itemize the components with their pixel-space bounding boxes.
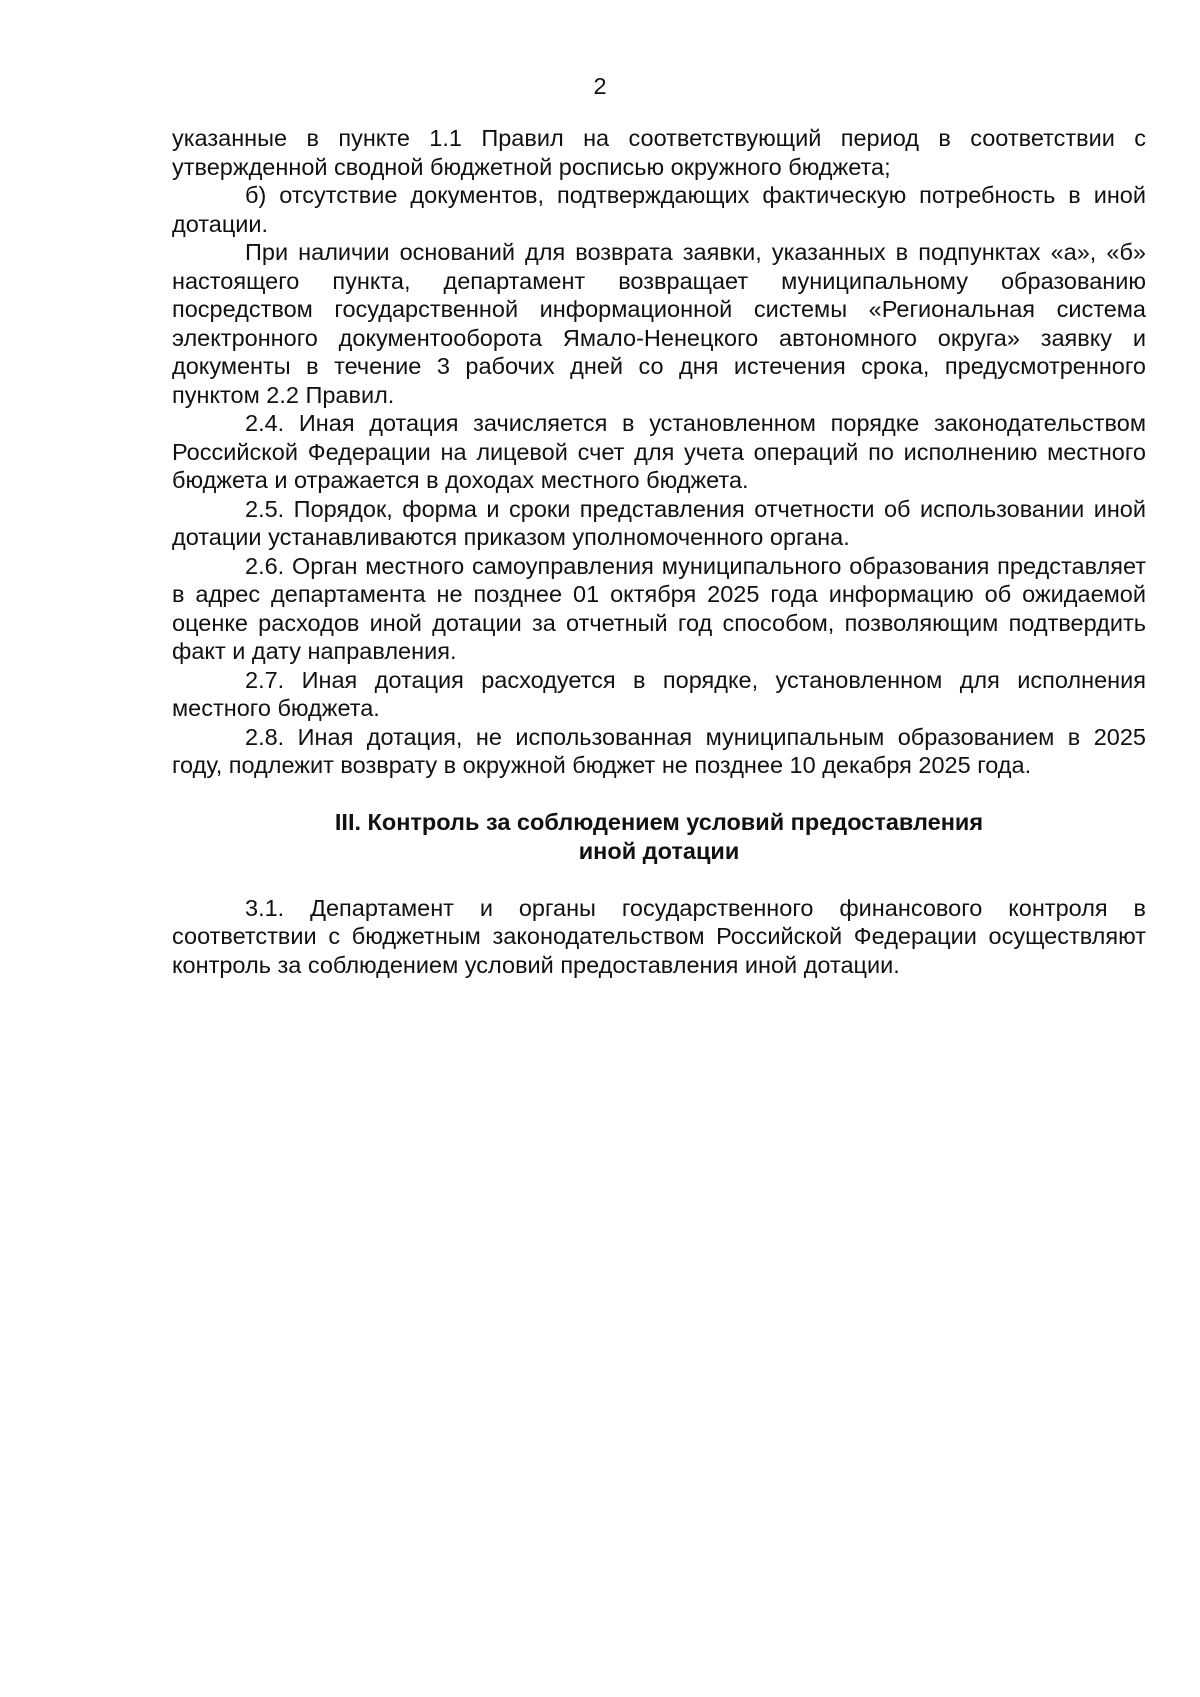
section-heading-line-2: иной дотации <box>578 837 740 864</box>
paragraph-2-5: 2.5. Порядок, форма и сроки представления отчетности об использовании иной дотации устанавливаются приказом уполномоченного органа. <box>172 495 1146 550</box>
document-body <box>172 124 1146 979</box>
paragraph-2-7: 2.7. Иная дотация расходуется в порядке, установленном для исполнения местного бюджета. <box>172 666 1146 721</box>
section-heading-line-1: III. Контроль за соблюдением условий предоставления <box>334 808 984 835</box>
paragraph-subitem-b: б) отсутствие документов, подтверждающих фактическую потребность в иной дотации. <box>172 182 1146 237</box>
paragraph-2-4: 2.4. Иная дотация зачисляется в установленном порядке законодательством Российской Федерации на лицевой счет для учета операций по исполнению местного бюджета и отражается в доходах местного бюджета. <box>172 410 1146 493</box>
section-heading <box>172 808 1146 866</box>
paragraph-3-1: 3.1. Департамент и органы государственного финансового контроля в соответствии с бюджетным законодательством Российской Федерации осуществляют контроль за соблюдением условий предоставления иной дотации. <box>172 894 1146 978</box>
paragraph-2-6: 2.6. Орган местного самоуправления муниципального образования представляет в адрес департамента не позднее 01 октября 2025 года информацию об ожидаемой оценке расходов иной дотации за отчетный год способом, позволяющим подтвердить факт и дату направления. <box>172 552 1146 664</box>
paragraph-return-grounds: При наличии оснований для возврата заявки, указанных в подпунктах «а», «б» настоящего пункта, департамент возвращает муниципальному образованию посредством государственной информационной системы «Региональная система электронного документооборота Ямало-Ненецкого автономного округа» заявку и документы в течение 3 рабочих дней со дня истечения срока, предусмотренного пунктом 2.2 Правил. <box>172 239 1146 408</box>
paragraph-continuation: указанные в пункте 1.1 Правил на соответствующий период в соответствии с утвержденной сводной бюджетной росписью окружного бюджета; <box>172 125 1146 180</box>
paragraph-2-8: 2.8. Иная дотация, не использованная муниципальным образованием в 2025 году, подлежит возврату в окружной бюджет не позднее 10 декабря 2025 года. <box>172 723 1146 778</box>
page-number: 2 <box>593 73 607 99</box>
